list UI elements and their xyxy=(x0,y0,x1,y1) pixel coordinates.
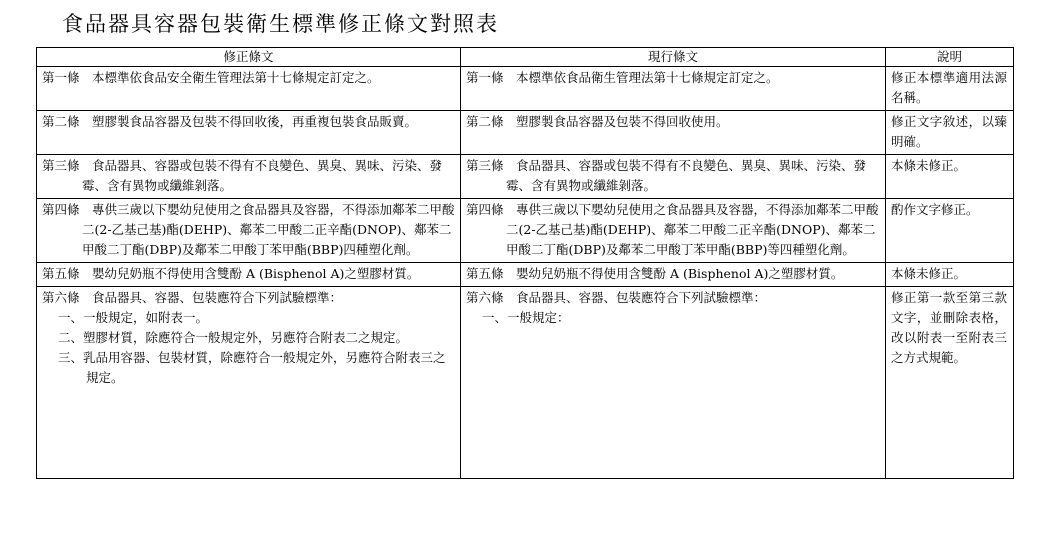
article-text: 第五條 嬰幼兒奶瓶不得使用含雙酚 A (Bisphenol A)之塑膠材質。 xyxy=(42,266,420,281)
header-row xyxy=(37,48,1014,67)
notes-cell xyxy=(886,199,1014,263)
list-item: 二、塑膠材質，除應符合一般規定外，另應符合附表二之規定。 xyxy=(58,330,409,345)
note-text: 本條未修正。 xyxy=(891,158,967,173)
amended-cell xyxy=(37,263,461,287)
current-cell xyxy=(461,287,886,479)
current-cell xyxy=(461,199,886,263)
note-text: 修正本標準適用法源名稱。 xyxy=(891,70,1007,105)
article-text: 第五條 嬰幼兒奶瓶不得使用含雙酚 A (Bisphenol A)之塑膠材質。 xyxy=(466,266,844,281)
header-amended: 修正條文 xyxy=(37,48,461,67)
amended-cell xyxy=(37,67,461,111)
notes-cell xyxy=(886,67,1014,111)
current-cell xyxy=(461,67,886,111)
list-item: 一、一般規定： xyxy=(482,310,570,325)
amended-cell xyxy=(37,111,461,155)
current-cell xyxy=(461,155,886,199)
article-text: 第二條 塑膠製食品容器及包裝不得回收使用。 xyxy=(466,114,729,129)
amended-cell xyxy=(37,287,461,479)
list-item: 三、乳品用容器、包裝材質，除應符合一般規定外，另應符合附表三之規定。 xyxy=(58,350,446,385)
table-row xyxy=(37,155,1014,199)
amended-cell xyxy=(37,155,461,199)
article-text: 第四條 專供三歲以下嬰幼兒使用之食品器具及容器，不得添加鄰苯二甲酸二(2-乙基己基)酯(DEHP)、鄰苯二甲酸二正辛酯(DNOP)、鄰苯二甲酸二丁酯(DBP)及鄰苯二甲酸丁苯甲酯(BBP)四種塑化劑。 xyxy=(42,202,455,257)
note-text: 修正文字敘述，以臻明確。 xyxy=(891,114,1007,149)
notes-cell xyxy=(886,263,1014,287)
notes-cell xyxy=(886,111,1014,155)
article-text: 第一條 本標準依食品安全衛生管理法第十七條規定訂定之。 xyxy=(42,70,380,85)
article-text: 第二條 塑膠製食品容器及包裝不得回收後，再重複包裝食品販賣。 xyxy=(42,114,418,129)
note-text: 酌作文字修正。 xyxy=(891,202,979,217)
note-text: 本條未修正。 xyxy=(891,266,967,281)
current-cell xyxy=(461,111,886,155)
article-text: 第一條 本標準依食品衛生管理法第十七條規定訂定之。 xyxy=(466,70,779,85)
table-row xyxy=(37,67,1014,111)
comparison-table xyxy=(36,47,1014,479)
article-text: 第四條 專供三歲以下嬰幼兒使用之食品器具及容器，不得添加鄰苯二甲酸二(2-乙基己基)酯(DEHP)、鄰苯二甲酸二正辛酯(DNOP)、鄰苯二甲酸二丁酯(DBP)及鄰苯二甲酸丁苯甲酯(BBP)等四種塑化劑。 xyxy=(466,202,879,257)
table-row xyxy=(37,111,1014,155)
notes-cell xyxy=(886,155,1014,199)
article-text: 第六條 食品器具、容器、包裝應符合下列試驗標準： xyxy=(466,290,767,305)
amended-cell xyxy=(37,199,461,263)
notes-cell xyxy=(886,287,1014,479)
table-row xyxy=(37,263,1014,287)
document-title: 食品器具容器包裝衛生標準修正條文對照表 xyxy=(62,12,499,36)
article-text: 第六條 食品器具、容器、包裝應符合下列試驗標準： xyxy=(42,290,343,305)
article-text: 第三條 食品器具、容器或包裝不得有不良變色、異臭、異味、污染、發霉、含有異物或纖維剝落。 xyxy=(466,158,867,193)
article-text: 第三條 食品器具、容器或包裝不得有不良變色、異臭、異味、污染、發霉、含有異物或纖維剝落。 xyxy=(42,158,443,193)
note-text: 修正第一款至第三款文字，並刪除表格，改以附表一至附表三之方式規範。 xyxy=(891,290,1007,365)
current-cell xyxy=(461,263,886,287)
list-item: 一、一般規定，如附表一。 xyxy=(58,310,209,325)
table-row xyxy=(37,287,1014,479)
header-notes: 說明 xyxy=(886,48,1014,67)
header-current: 現行條文 xyxy=(461,48,886,67)
table-row xyxy=(37,199,1014,263)
